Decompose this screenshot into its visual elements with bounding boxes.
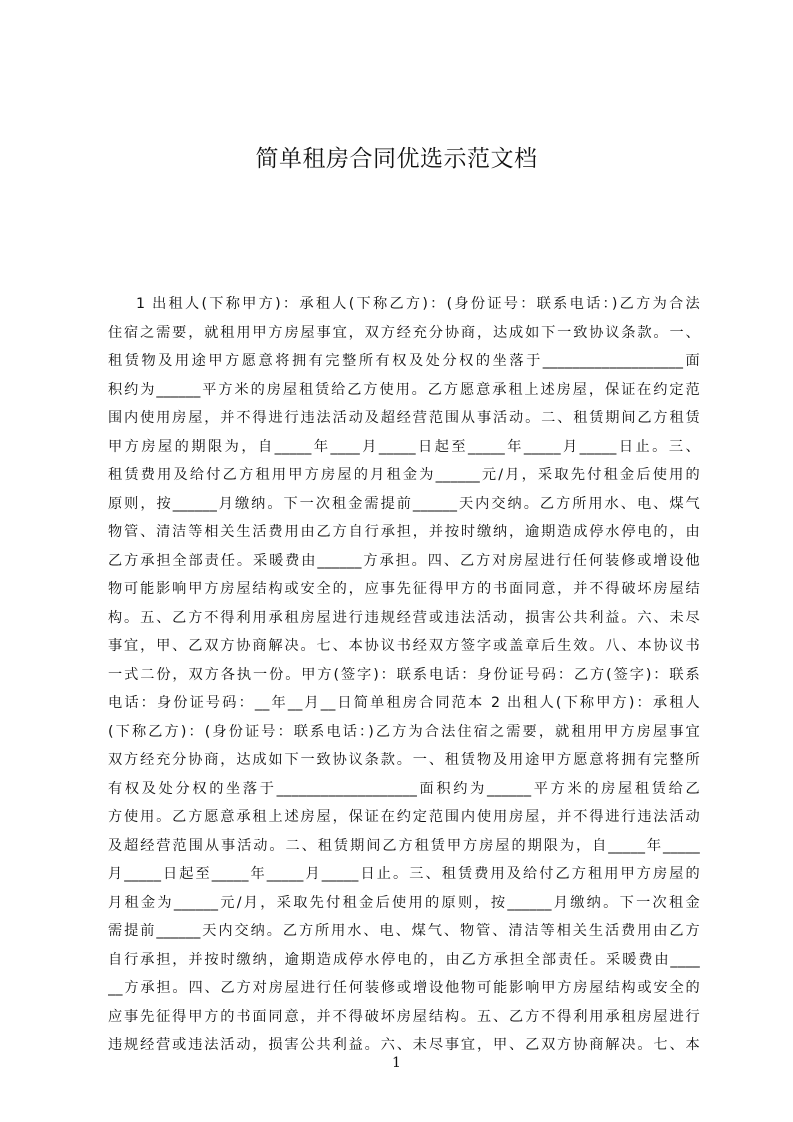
body-line: 租赁物及用途甲方愿意将拥有完整所有权及处分权的坐落于___________________面 [108, 353, 700, 369]
body-line: 应事先征得甲方的书面同意，并不得破坏房屋结构。五、乙方不得利用承租房屋进行 [108, 1008, 700, 1025]
page-number: 1 [392, 1055, 401, 1071]
body-line: (下称乙方)：(身份证号：联系电话：)乙方为合法住宿之需要，就租用甲方房屋事宜 [108, 723, 700, 740]
body-line: 需提前______天内交纳。乙方所用水、电、煤气、物管、清洁等相关生活费用由乙方 [108, 923, 700, 939]
body-line: 月租金为______元/月，采取先付租金后使用的原则，按______月缴纳。下一次租金 [108, 894, 700, 911]
body-line: 有权及处分权的坐落于___________________面积约为______平方米的房屋租赁给乙 [108, 780, 700, 797]
body-line: 事宜，甲、乙双方协商解决。七、本协议书经双方签字或盖章后生效。八、本协议书 [108, 638, 700, 654]
body-line: 违规经营或违法活动，损害公共利益。六、未尽事宜，甲、乙双方协商解决。七、本 [108, 1037, 700, 1053]
body-line: 构。五、乙方不得利用承租房屋进行违规经营或违法活动，损害公共利益。六、未尽 [108, 609, 700, 626]
body-line: 围内使用房屋，并不得进行违法活动及超经营范围从事活动。二、租赁期间乙方租赁 [108, 410, 700, 426]
body-line: 乙方承担全部责任。采暖费由______方承担。四、乙方对房屋进行任何装修或增设他 [108, 552, 700, 569]
body-line: 原则，按______月缴纳。下一次租金需提前______天内交纳。乙方所用水、电、煤气 [108, 495, 700, 512]
body-line: 甲方房屋的期限为，自_____年____月_____日起至_____年_____月_____日止。三、 [108, 438, 700, 455]
document-body [108, 290, 700, 1060]
document-title: 简单租房合同优选示范文档 [255, 146, 538, 172]
body-line: 物可能影响甲方房屋结构或安全的，应事先征得甲方的书面同意，并不得破坏房屋结 [108, 581, 700, 597]
body-line: 一式二份，双方各执一份。甲方(签字)：联系电话：身份证号码：乙方(签字)：联系 [108, 666, 700, 683]
body-line: 及超经营范围从事活动。二、租赁期间乙方租赁甲方房屋的期限为，自_____年_____ [108, 837, 700, 854]
body-line: 自行承担，并按时缴纳，逾期造成停水停电的，由乙方承担全部责任。采暖费由____ [108, 951, 700, 968]
body-line: 1 出租人(下称甲方)：承租人(下称乙方)：(身份证号：联系电话：)乙方为合法 [136, 296, 700, 312]
body-line: 月_____日起至_____年_____月_____日止。三、租赁费用及给付乙方租用甲方房屋的 [108, 866, 700, 882]
body-line: 积约为______平方米的房屋租赁给乙方使用。乙方愿意承租上述房屋，保证在约定范 [108, 381, 700, 398]
body-line: __方承担。四、乙方对房屋进行任何装修或增设他物可能影响甲方房屋结构或安全的 [108, 980, 700, 996]
body-line: 双方经充分协商，达成如下一致协议条款。一、租赁物及用途甲方愿意将拥有完整所 [108, 752, 700, 768]
body-line: 物管、清洁等相关生活费用由乙方自行承担，并按时缴纳，逾期造成停水停电的，由 [108, 524, 700, 540]
body-line: 住宿之需要，就租用甲方房屋事宜，双方经充分协商，达成如下一致协议条款。一、 [108, 324, 700, 341]
body-line: 租赁费用及给付乙方租用甲方房屋的月租金为______元/月，采取先付租金后使用的 [108, 467, 700, 483]
body-line: 电话：身份证号码：__年__月__日简单租房合同范本 2 出租人(下称甲方)：承租人 [108, 695, 700, 711]
body-line: 方使用。乙方愿意承租上述房屋，保证在约定范围内使用房屋，并不得进行违法活动 [108, 809, 700, 825]
